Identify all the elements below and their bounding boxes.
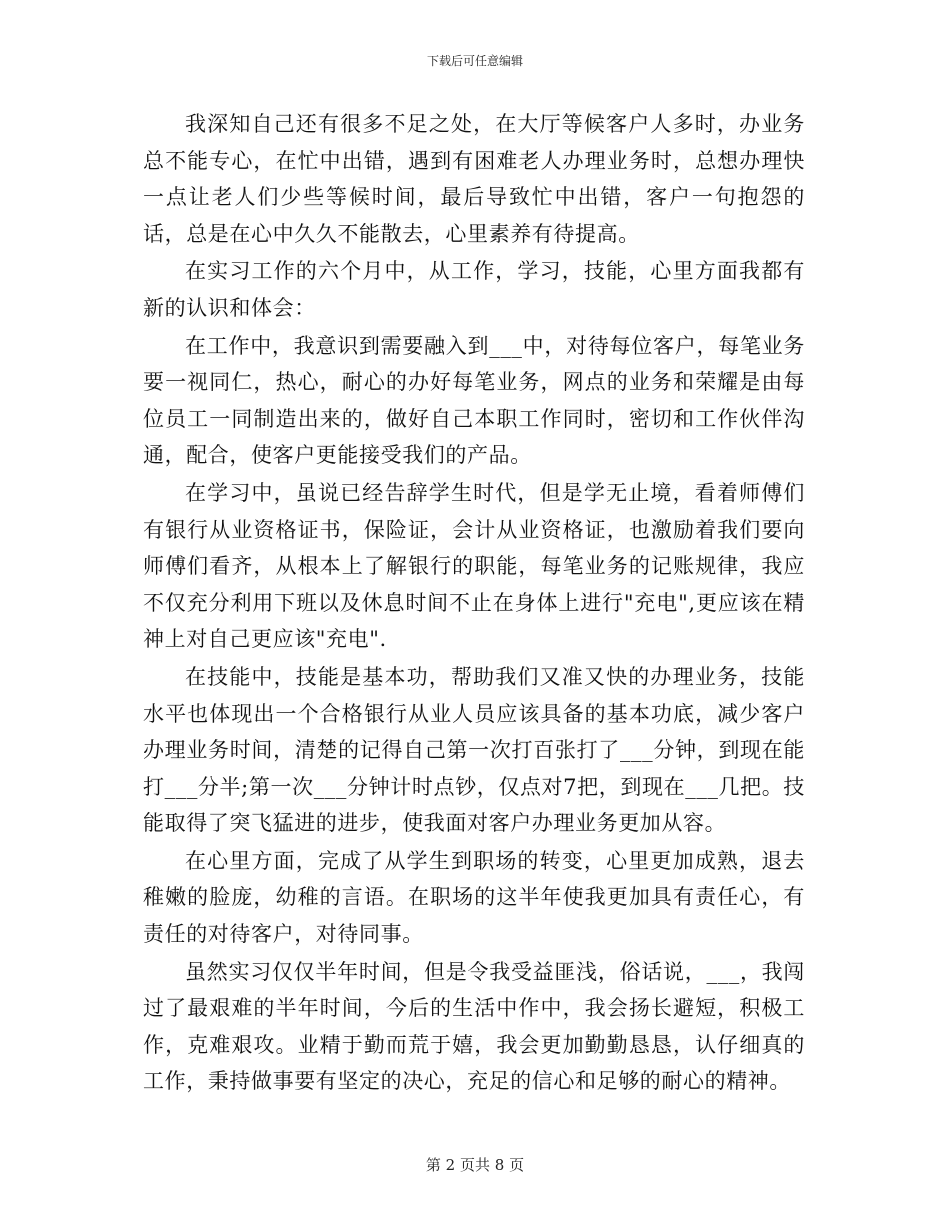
paragraph-6: 在心里方面，完成了从学生到职场的转变，心里更加成熟，退去稚嫩的脸庞，幼稚的言语。在职场的这半年使我更加具有责任心，有责任的对待客户，对待同事。 bbox=[143, 848, 805, 947]
paragraph-3: 在工作中，我意识到需要融入到___中，对待每位客户，每笔业务要一视同仁，热心，耐心的办好每笔业务，网点的业务和荣耀是由每位员工一同制造出来的，做好自己本职工作同时，密切和工作伙伴沟通，配合，使客户更能接受我们的产品。 bbox=[143, 333, 805, 468]
paragraph-1: 我深知自己还有很多不足之处，在大厅等候客户人多时，办业务总不能专心，在忙中出错，遇到有困难老人办理业务时，总想办理快一点让老人们少些等候时间，最后导致忙中出错，客户一句抱怨的话，总是在心中久久不能散去，心里素养有待提高。 bbox=[143, 112, 805, 246]
document-body bbox=[143, 106, 805, 1101]
paragraph-5: 在技能中，技能是基本功，帮助我们又准又快的办理业务，技能水平也体现出一个合格银行从业人员应该具备的基本功底，减少客户办理业务时间，清楚的记得自己第一次打百张打了___分钟，到现在能打___分半;第一次___分钟计时点钞，仅点对7把，到现在___几把。技能取得了突飞猛进的进步，使我面对客户办理业务更加从容。 bbox=[143, 664, 805, 836]
page-number-footer: 第 2 页共 8 页 bbox=[425, 1156, 525, 1174]
page-header: 下载后可任意编辑 bbox=[426, 54, 523, 68]
paragraph-2: 在实习工作的六个月中，从工作，学习，技能，心里方面我都有新的认识和体会： bbox=[143, 259, 805, 320]
paragraph-7: 虽然实习仅仅半年时间，但是令我受益匪浅，俗话说，___，我闯过了最艰难的半年时间，今后的生活中作中，我会扬长避短，积极工作，克难艰攻。业精于勤而荒于嬉，我会更加勤勤恳恳，认仔细真的工作，秉持做事要有坚定的决心，充足的信心和足够的耐心的精神。 bbox=[143, 959, 805, 1094]
paragraph-4: 在学习中，虽说已经告辞学生时代，但是学无止境，看着师傅们有银行从业资格证书，保险证，会计从业资格证，也激励着我们要向师傅们看齐，从根本上了解银行的职能，每笔业务的记账规律，我应不仅充分利用下班以及休息时间不止在身体上进行"充电",更应该在精神上对自己更应该"充电". bbox=[143, 480, 805, 652]
